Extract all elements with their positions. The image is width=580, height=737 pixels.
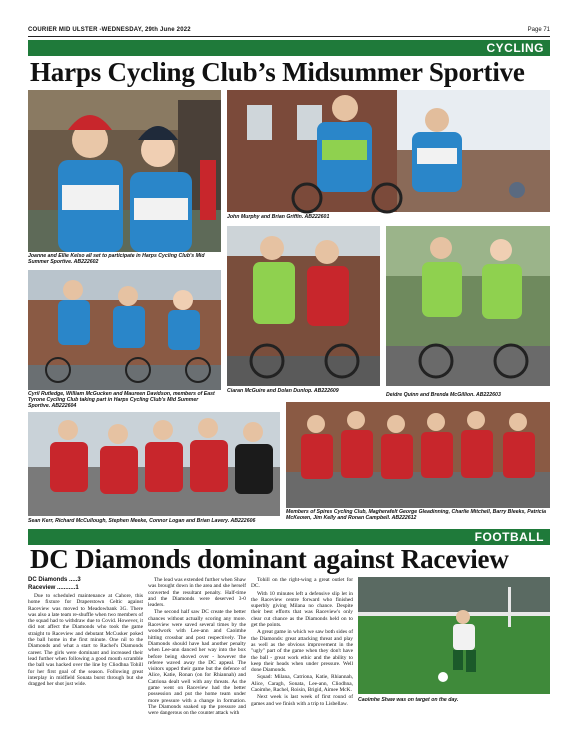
caption-caoimhe-shaw: Caoimhe Shaw was on target on the day. [358,697,459,703]
paragraph: Tohill on the right-wing a great outlet for DC. [251,577,353,590]
caption-spires-club: Members of Spires Cycling Club, Magherafelt George Gleadinning, Charlie Mitchell, Barry Bleeks, Patricia McKeown, Jim Kelly and Ronan Campbell. AB222612 [286,509,547,522]
caption-kerr-group: Sean Kerr, Richard McCullough, Stephen Meeke, Connor Logan and Brian Lavery. AB222606 [28,518,256,524]
caption-murphy-griffin: John Murphy and Brian Griffin. AB222601 [227,214,330,220]
section-banner-cycling: CYCLING [28,40,550,56]
page-number: Page 71 [527,27,550,33]
photo-quinn-mcgillion [386,226,550,386]
section-banner-football: FOOTBALL [28,529,550,545]
photo-murphy-griffin [227,90,550,212]
caption-mcguire-dunlop: Ciaran McGuire and Dolan Dunlop. AB222609 [227,388,339,394]
football-headline: DC Diamonds dominant against Raceview [30,544,509,574]
paper-header: COURIER MID ULSTER -WEDNESDAY, 29th June 2022 [28,27,191,33]
caption-east-tyrone: Cyril Rutledge, William McGucken and Maureen Davidson, members of East Tyrone Cycling Club taking part in Harps Cycling Club's Mid Summer Sportive. AB222604 [28,391,215,410]
paragraph: A great game in which we saw both sides of the Diamonds: great attacking threat and play as well as the obvious improvement in the "ugly" part of the game when they don't have the ball - great work ethic and the ability to keep their heads when under pressure. Well done Diamonds. [251,629,353,674]
paragraph: Next week is last week of first round of games and we finish with a trip to Lisbellaw. [251,694,353,707]
score-away: Raceview ...........1 [28,584,79,591]
photo-caoimhe-shaw [358,577,550,694]
photo-spires-club [286,402,550,508]
caption-quinn-mcgillion: Deidre Quinn and Brenda McGillion. AB222603 [386,392,501,398]
caption-kelso: Joanne and Ellie Kelso all set to participate in Harps Cycling Club's Mid Summer Sportive. AB222602 [28,253,205,266]
paragraph: With 10 minutes left a defensive slip let in the Raceview centre forward who finished superbly giving Milana no chance. Despite their best efforts that was Raceview's only clear cut chance as the Diamonds held on to get the points. [251,590,353,629]
photo-mcguire-dunlop [227,226,380,386]
score-home: DC Diamonds .....3 [28,577,81,583]
paragraph: Squad: Milana, Catriona, Katie, Rhiannah, Alice, Caragh, Sonata, Lee-ann, Cliodhna, Caoimhe, Rachel, Roisin, Brigid, Aimee McK. [251,674,353,694]
cycling-headline: Harps Cycling Club’s Midsummer Sportive [30,57,525,87]
article-column-2 [148,577,246,717]
photo-kelso [28,90,221,252]
paragraph: The lead was extended further when Shaw was brought down in the area and she herself converted the resultant penalty. Half-time and the Diamonds were deserved 3-0 leaders. [148,577,246,609]
paragraph: Due to scheduled maintenance at Cahore, this home fixture for Draperstown Celtic against Raceview was moved to Meadowbank 3G. There was also a late team re-shuffle when two members of the squad had to withdraw due to Covid. However, it did not affect the Diamonds who took the game straight to Raceview and debutant McCusker poked the ball home in the first minute. One nil to the Diamonds and what a start to Rachel's Diamonds career. The girls were dominant and increased their lead further when following a good mouth scramble the ball was hacked over the line by Cliodhna Tohill for her first goal of the season. Following great interplay in midfield Sonata burst through but she dragged her shot just wide. [28,593,143,688]
photo-east-tyrone [28,270,221,390]
paragraph: The second half saw DC create the better chances without actually scoring any more. Raceview were saved several times by the woodwork with Lee-ann and Caoimhe hitting crossbar and post respectively. The Diamonds should have had another penalty when Lee-ann danced her way into the box before being shoved over - however the referee waved away the DC appeal. The visitors upped their game but the defence of Alice, Katie, Ronan (on for Rhiannah) and Catriona dealt well with any threats. As the game went on Raceview had the better possession and put the home team under more pressure with a change in formation. The Diamonds soaked up the pressure and were dangerous on the counter attack with [148,609,246,717]
photo-kerr-group [28,412,280,516]
article-column-3 [251,577,353,708]
header-rule [28,36,550,37]
article-column-1 [28,593,143,708]
score-block [28,577,143,592]
